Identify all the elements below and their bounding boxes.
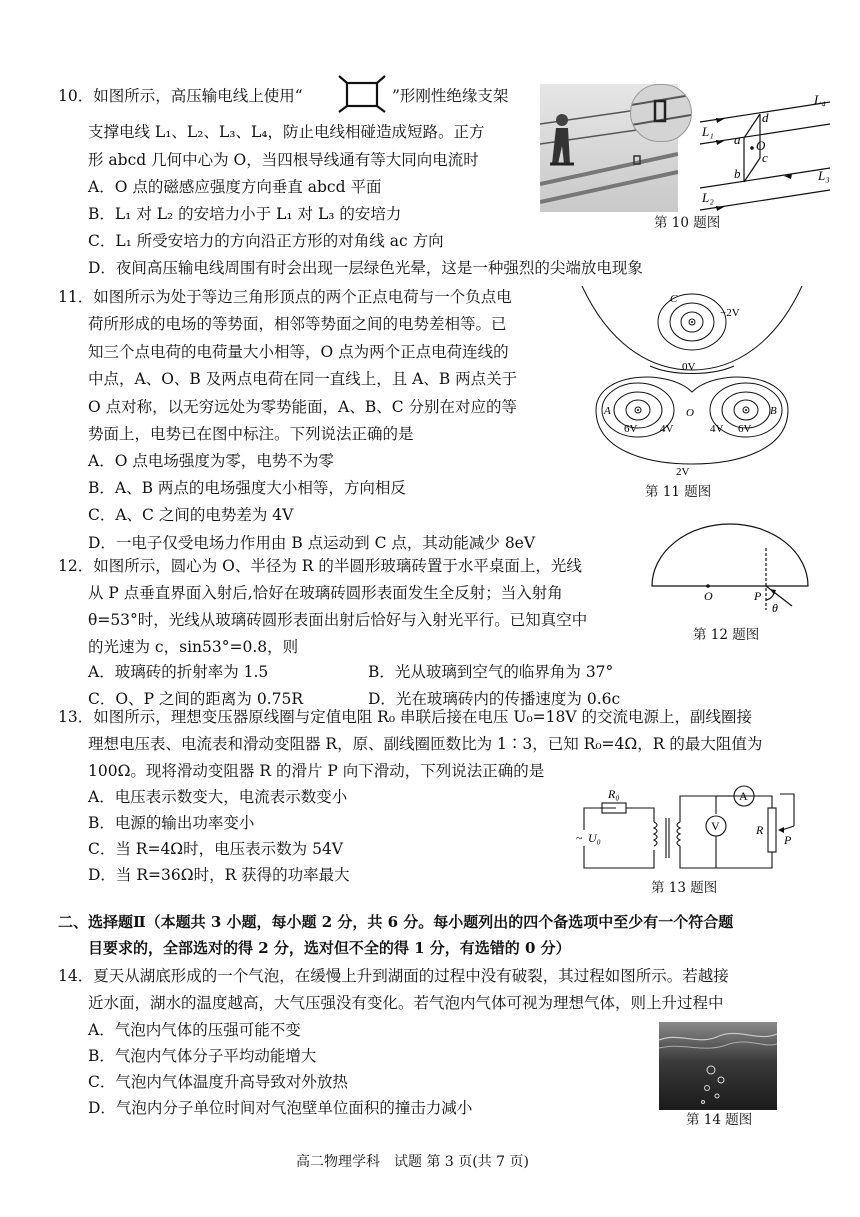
- q10-option-c: C．L₁ 所受安培力的方向沿正方形的对角线 ac 方向: [88, 232, 444, 250]
- q14-option-b: B．气泡内气体分子平均动能增大: [88, 1047, 317, 1065]
- q12-stem-line1: 12．如图所示，圆心为 O、半径为 R 的半圆形玻璃砖置于水平桌面上，光线: [58, 557, 582, 575]
- label-a: a: [734, 132, 741, 147]
- label-U0: U₀: [588, 831, 601, 845]
- q13-option-c: C．当 R=4Ω时，电压表示数为 54V: [88, 840, 344, 858]
- label-4V-right: 4V: [710, 423, 724, 435]
- label-O: O: [686, 407, 694, 419]
- bracket-icon: [336, 74, 388, 119]
- figure-11-caption: 第 11 题图: [645, 484, 712, 500]
- label-theta: θ: [772, 601, 778, 615]
- label-b: b: [734, 166, 741, 181]
- q10-stem-line2: 支撑电线 L₁、L₂、L₃、L₄，防止电线相碰造成短路。正方: [88, 123, 485, 141]
- label-C: C: [670, 293, 678, 305]
- label-L1: L₁: [702, 124, 714, 139]
- q11-option-c: C．A、C 之间的电势差为 4V: [88, 506, 294, 524]
- q12-stem-line2: 从 P 点垂直界面入射后,恰好在玻璃砖圆形表面发生全反射；当入射角: [88, 584, 563, 602]
- figure-13-caption: 第 13 题图: [651, 880, 718, 896]
- label-minus2V: −2V: [720, 307, 740, 319]
- label-A: A: [604, 405, 611, 417]
- figure-11-equipotential-diagram: [578, 282, 808, 478]
- section-2-heading-line2: 目要求的，全部选对的得 2 分，选对但不全的得 1 分，有选错的 0 分）: [88, 939, 571, 957]
- q10-option-d: D．夜间高压输电线周围有时会出现一层绿色光晕，这是一种强烈的尖端放电现象: [88, 259, 643, 277]
- label-L2: L₂: [702, 190, 714, 205]
- q12-option-a: A．玻璃砖的折射率为 1.5: [88, 663, 269, 681]
- q10-option-a: A．O 点的磁感应强度方向垂直 abcd 平面: [88, 178, 382, 196]
- section-2-heading-line1: 二、选择题Ⅱ（本题共 3 小题，每小题 2 分，共 6 分。每小题列出的四个备选项中至少有一个符合题: [58, 913, 734, 931]
- q12-stem-line4: 的光速为 c，sin53°=0.8，则: [88, 638, 299, 656]
- label-4V-left: 4V: [660, 423, 674, 435]
- q11-stem-line4: 中点，A、O、B 及两点电荷在同一直线上，且 A、B 两点关于: [88, 370, 518, 388]
- label-P: P: [784, 833, 792, 847]
- figure-10-caption: 第 10 题图: [654, 215, 721, 231]
- q14-option-a: A．气泡内气体的压强可能不变: [88, 1021, 301, 1039]
- q10-option-b: B．L₁ 对 L₂ 的安培力小于 L₁ 对 L₃ 的安培力: [88, 205, 402, 223]
- q11-stem-line5: O 点对称，以无穷远处为零势能面，A、B、C 分别在对应的等: [88, 398, 518, 416]
- q14-stem-line1: 14．夏天从湖底形成的一个气泡，在缓慢上升到湖面的过程中没有破裂，其过程如图所示。若越接: [58, 967, 729, 985]
- label-2V: 2V: [676, 466, 690, 478]
- figure-14-caption: 第 14 题图: [686, 1112, 753, 1128]
- label-0V: 0V: [682, 361, 696, 373]
- bubble-water-photo: [659, 1022, 777, 1110]
- q13-option-d: D．当 R=36Ω时，R 获得的功率最大: [88, 866, 350, 884]
- q10-stem-line1a: 10．如图所示，高压输电线上使用“: [58, 87, 303, 105]
- label-O: O: [756, 138, 766, 153]
- q13-stem-line2: 理想电压表、电流表和滑动变阻器 R，原、副线圈匝数比为 1∶3，已知 R₀=4Ω，R 的最大阻值为: [88, 735, 763, 753]
- q14-stem-line2: 近水面，湖水的温度越高，大气压强没有变化。若气泡内气体可视为理想气体，则上升过程中: [88, 994, 724, 1012]
- label-c: c: [762, 150, 768, 165]
- q12-stem-line3: θ=53°时，光线从玻璃砖圆形表面出射后恰好与入射光平行。已知真空中: [88, 611, 588, 629]
- q12-option-d: D．光在玻璃砖内的传播速度为 0.6c: [368, 690, 621, 708]
- q13-option-b: B．电源的输出功率变小: [88, 814, 255, 832]
- q12-option-b: B．光从玻璃到空气的临界角为 37°: [368, 663, 614, 681]
- q13-option-a: A．电压表示数变大，电流表示数变小: [88, 788, 348, 806]
- q11-option-b: B．A、B 两点的电场强度大小相等，方向相反: [88, 479, 406, 497]
- label-d: d: [762, 110, 769, 125]
- figure-12-caption: 第 12 题图: [693, 627, 760, 643]
- q12-option-c: C．O、P 之间的距离为 0.75R: [88, 690, 304, 708]
- q13-stem-line1: 13．如图所示，理想变压器原线圈与定值电阻 R₀ 串联后接在电压 U₀=18V 的交流电源上，副线圈接: [58, 708, 752, 726]
- figure-13-transformer-circuit: [572, 780, 808, 880]
- ammeter-icon: A: [739, 789, 748, 803]
- label-O: O: [704, 589, 713, 603]
- label-B: B: [770, 405, 777, 417]
- voltmeter-icon: V: [711, 819, 720, 833]
- ac-source-icon: ~: [576, 831, 583, 845]
- q10-stem-line3: 形 abcd 几何中心为 O，当四根导线通有等大同向电流时: [88, 151, 479, 169]
- q14-option-c: C．气泡内气体温度升高导致对外放热: [88, 1073, 348, 1091]
- bracket-closeup-photo: [630, 84, 692, 142]
- label-P: P: [754, 589, 762, 603]
- label-L4: L₄: [814, 92, 826, 107]
- q11-stem-line1: 11．如图所示为处于等边三角形顶点的两个正点电荷与一个负点电: [58, 288, 512, 306]
- q13-stem-line3: 100Ω。现将滑动变阻器 R 的滑片 P 向下滑动，下列说法正确的是: [88, 762, 545, 780]
- q11-option-d: D．一电子仅受电场力作用由 B 点运动到 C 点，其动能减少 8eV: [88, 534, 536, 552]
- q11-option-a: A．O 点电场强度为零，电势不为零: [88, 452, 334, 470]
- page-footer: 高二物理学科 试题 第 3 页(共 7 页): [296, 1154, 529, 1170]
- label-R0: R₀: [608, 787, 620, 801]
- label-L3: L₃: [818, 168, 830, 183]
- label-R: R: [756, 823, 764, 837]
- q11-stem-line3: 知三个点电荷的电荷量大小相等，O 点为两个正点电荷连线的: [88, 343, 509, 361]
- q14-option-d: D．气泡内分子单位时间对气泡壁单位面积的撞击力减小: [88, 1099, 473, 1117]
- figure-12-semicircle-glass: [646, 520, 816, 620]
- label-6V-right: 6V: [738, 423, 752, 435]
- label-6V-left: 6V: [624, 423, 638, 435]
- q10-stem-line1b: ”形刚性绝缘支架: [392, 87, 509, 105]
- q11-stem-line2: 荷所形成的电场的等势面，相邻等势面之间的电势差相等。已: [88, 315, 507, 333]
- q11-stem-line6: 势面上，电势已在图中标注。下列说法正确的是: [88, 425, 414, 443]
- figure-10-diagram: [694, 92, 840, 214]
